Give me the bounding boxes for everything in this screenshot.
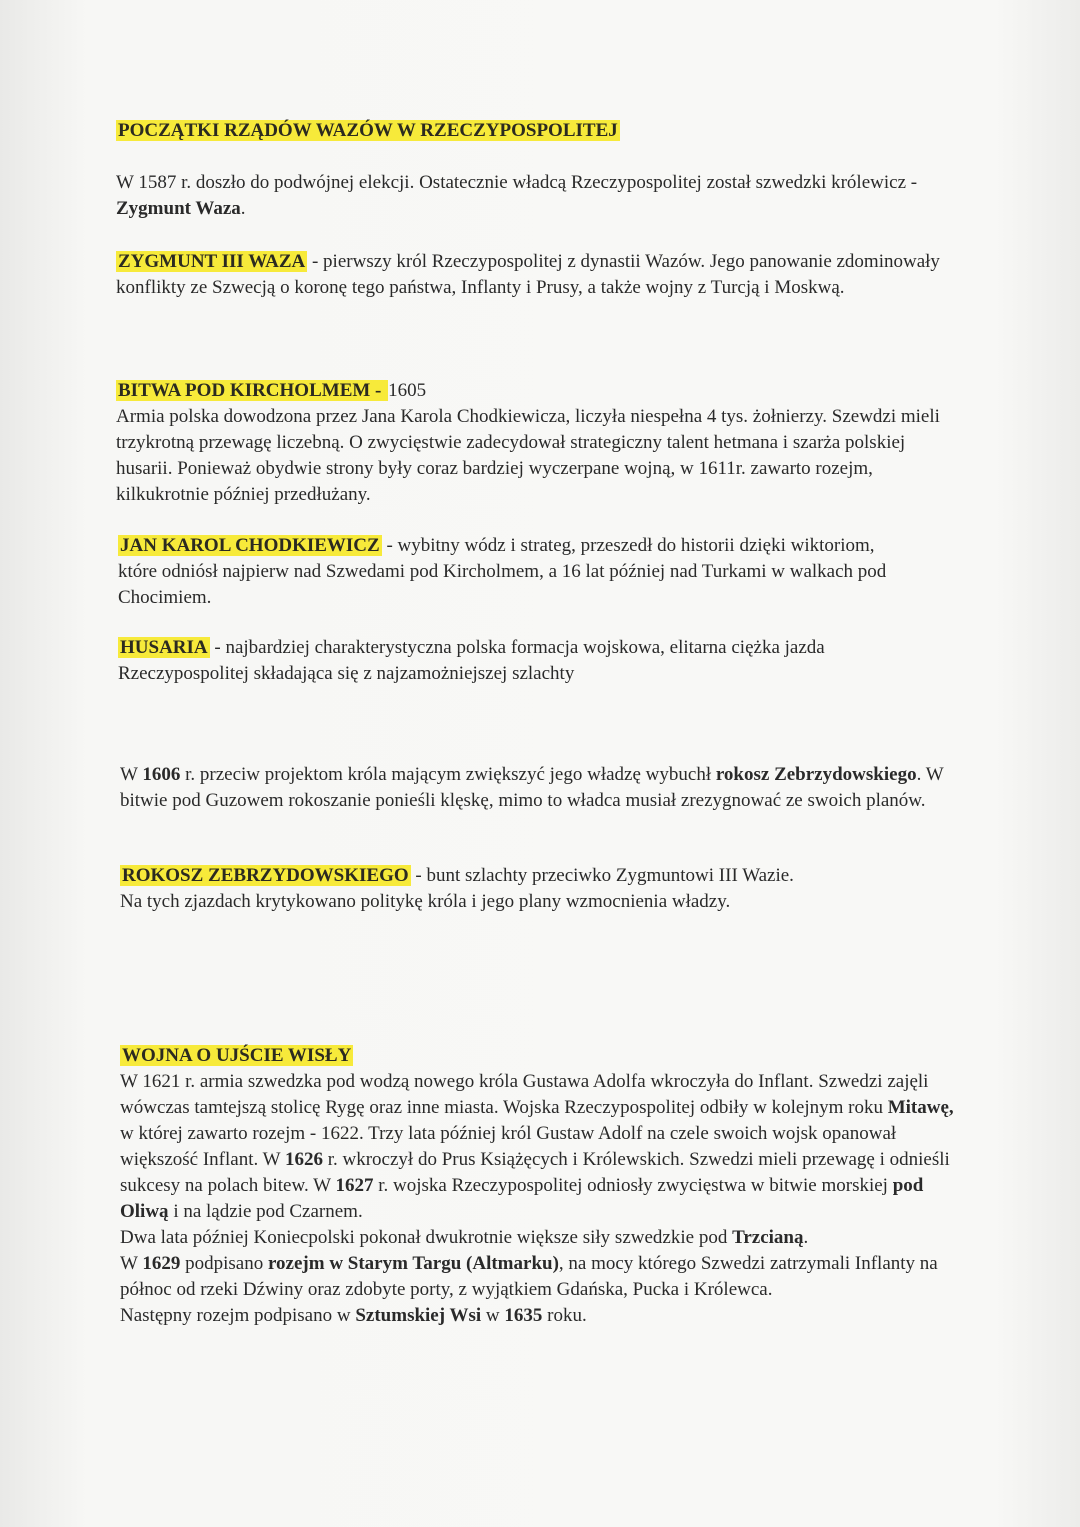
kircholm-paragraph [116,378,956,508]
wojna-p1-b2: 1626 [284,1149,323,1170]
kircholm-text: Armia polska dowodzona przez Jana Karola Chodkiewicza, liczyła niespełna 4 tys. żołnierzy. Szewdzi mieli trzykrotną przewagę liczebną. O zwycięstwie zadecydował strategiczny talent hetmana i szarża polskiej husarii. Ponieważ obydwie strony były coraz bardziej wyczerpane wojną, w 1611r. zawarto rozejm, kilkukrotnie później przedłużany. [116,406,940,505]
rokosz-paragraph [120,863,970,915]
wojna-p1-t5: i na lądzie pod Czarnem. [168,1201,363,1222]
wojna-p2-t2: . [803,1227,809,1248]
rokosz-text: - bunt szlachty przeciwko Zygmuntowi III Wazie. [410,865,794,886]
wojna-p1-t3: r. wkroczył do Prus Książęcych i Królewskich. Szwedzi mieli przewagę i odnieśli sukcesy na polach bitew. W [120,1149,950,1196]
wojna-p3-t3: , na mocy którego Szwedzi zatrzymali Inflanty na północ od rzeki Dźwiny oraz zdobyte porty, z wyjątkiem Gdańska, Pucka i Królewca. [120,1253,938,1300]
wojna-p1-t4: r. wojska Rzeczypospolitej odniosły zwycięstwa w bitwie morskiej [373,1175,893,1196]
zygmunt-text: - pierwszy król Rzeczypospolitej z dynastii Wazów. Jego panowanie zdominowały konflikty ze Szwecją o koronę tego państwa, Inflanty i Prusy, a także wojny z Turcją i Moskwą. [116,251,940,298]
chodkiewicz-term: JAN KAROL CHODKIEWICZ [120,535,380,556]
zygmunt-term: ZYGMUNT III WAZA [118,251,306,272]
wojna-p4 [120,1303,970,1329]
rokosz-term: ROKOSZ ZEBRZYDOWSKIEGO [122,865,409,886]
wojna-p2 [120,1225,970,1251]
wojna-p3-t2: podpisano [180,1253,268,1274]
chodkiewicz-text: - wybitny wódz i strateg, przeszedł do historii dzięki wiktoriom, które odniósł najpierw nad Szwedami pod Kircholmem, a 16 lat później nad Turkami w walkach pod Chocimiem. [118,535,887,608]
wojna-p3-b1: 1629 [142,1253,181,1274]
wojna-p3-t1: W [120,1253,143,1274]
wojna-p4-t1: Następny rozejm podpisano w [120,1305,356,1326]
election-paragraph [116,170,946,222]
husaria-term: HUSARIA [120,637,208,658]
chodkiewicz-paragraph [118,533,908,611]
wojna-p2-b1: Trzcianą [732,1227,804,1248]
wojna-p1-b4: pod Oliwą [120,1175,924,1222]
wojna-p1-b3: 1627 [335,1175,374,1196]
wojna-p1 [120,1069,970,1225]
wojna-p4-b1: Sztumskiej Wsi [355,1305,482,1326]
rokosz-line2: Na tych zjazdach krytykowano politykę króla i jego plany wzmocnienia władzy. [120,891,731,912]
wojna-p1-b1: Mitawę, [887,1097,954,1118]
kircholm-year: 1605 [388,380,427,401]
zygmunt-paragraph [116,249,946,301]
rokosz-intro-t3: . W bitwie pod Guzowem rokoszanie ponieśli klęskę, mimo to władca musiał zrezygnować ze swoich planów. [120,764,944,811]
wojna-p1-t1: W 1621 r. armia szwedzka pod wodzą nowego króla Gustawa Adolfa wkroczyła do Inflant. Szwedzi zajęli wówczas tamtejszą stolicę Rygę oraz inne miasta. Wojska Rzeczypospolitej odbiły w kolejnym roku [120,1071,929,1118]
wojna-section [120,1043,970,1329]
wojna-p3 [120,1251,970,1303]
kircholm-term: BITWA POD KIRCHOLMEM - [118,380,387,401]
rokosz-intro-t2: r. przeciw projektom króla mającym zwiększyć jego władzę wybuchł [180,764,716,785]
election-bold: Zygmunt Waza [116,198,241,219]
page-title: POCZĄTKI RZĄDÓW WAZÓW W RZECZYPOSPOLITEJ [118,120,618,141]
title-section [116,118,996,144]
rokosz-intro-b1: 1606 [142,764,181,785]
rokosz-intro-t1: W [120,764,143,785]
election-text: W 1587 r. doszło do podwójnej elekcji. Ostatecznie władcą Rzeczypospolitej został szwedzki królewicz - [116,172,918,193]
wojna-term: WOJNA O UJŚCIE WISŁY [122,1045,352,1066]
wojna-p1-t2: w której zawarto rozejm - 1622. Trzy lata później król Gustaw Adolf na czele swoich wojsk opanował większość Inflant. W [120,1123,897,1170]
wojna-p4-t2: w [481,1305,505,1326]
wojna-p3-b2: rozejm w Starym Targu (Altmarku) [267,1253,559,1274]
wojna-p4-b2: 1635 [504,1305,543,1326]
husaria-text: - najbardziej charakterystyczna polska formacja wojskowa, elitarna ciężka jazda Rzeczypospolitej składająca się z najzamożniejszej szlachty [118,637,825,684]
husaria-paragraph [118,635,938,687]
rokosz-intro-paragraph [120,762,970,814]
election-end: . [240,198,246,219]
rokosz-intro-b2: rokosz Zebrzydowskiego [715,764,917,785]
wojna-p2-t1: Dwa lata później Koniecpolski pokonał dwukrotnie większe siły szwedzkie pod [120,1227,733,1248]
wojna-p4-t3: roku. [542,1305,587,1326]
